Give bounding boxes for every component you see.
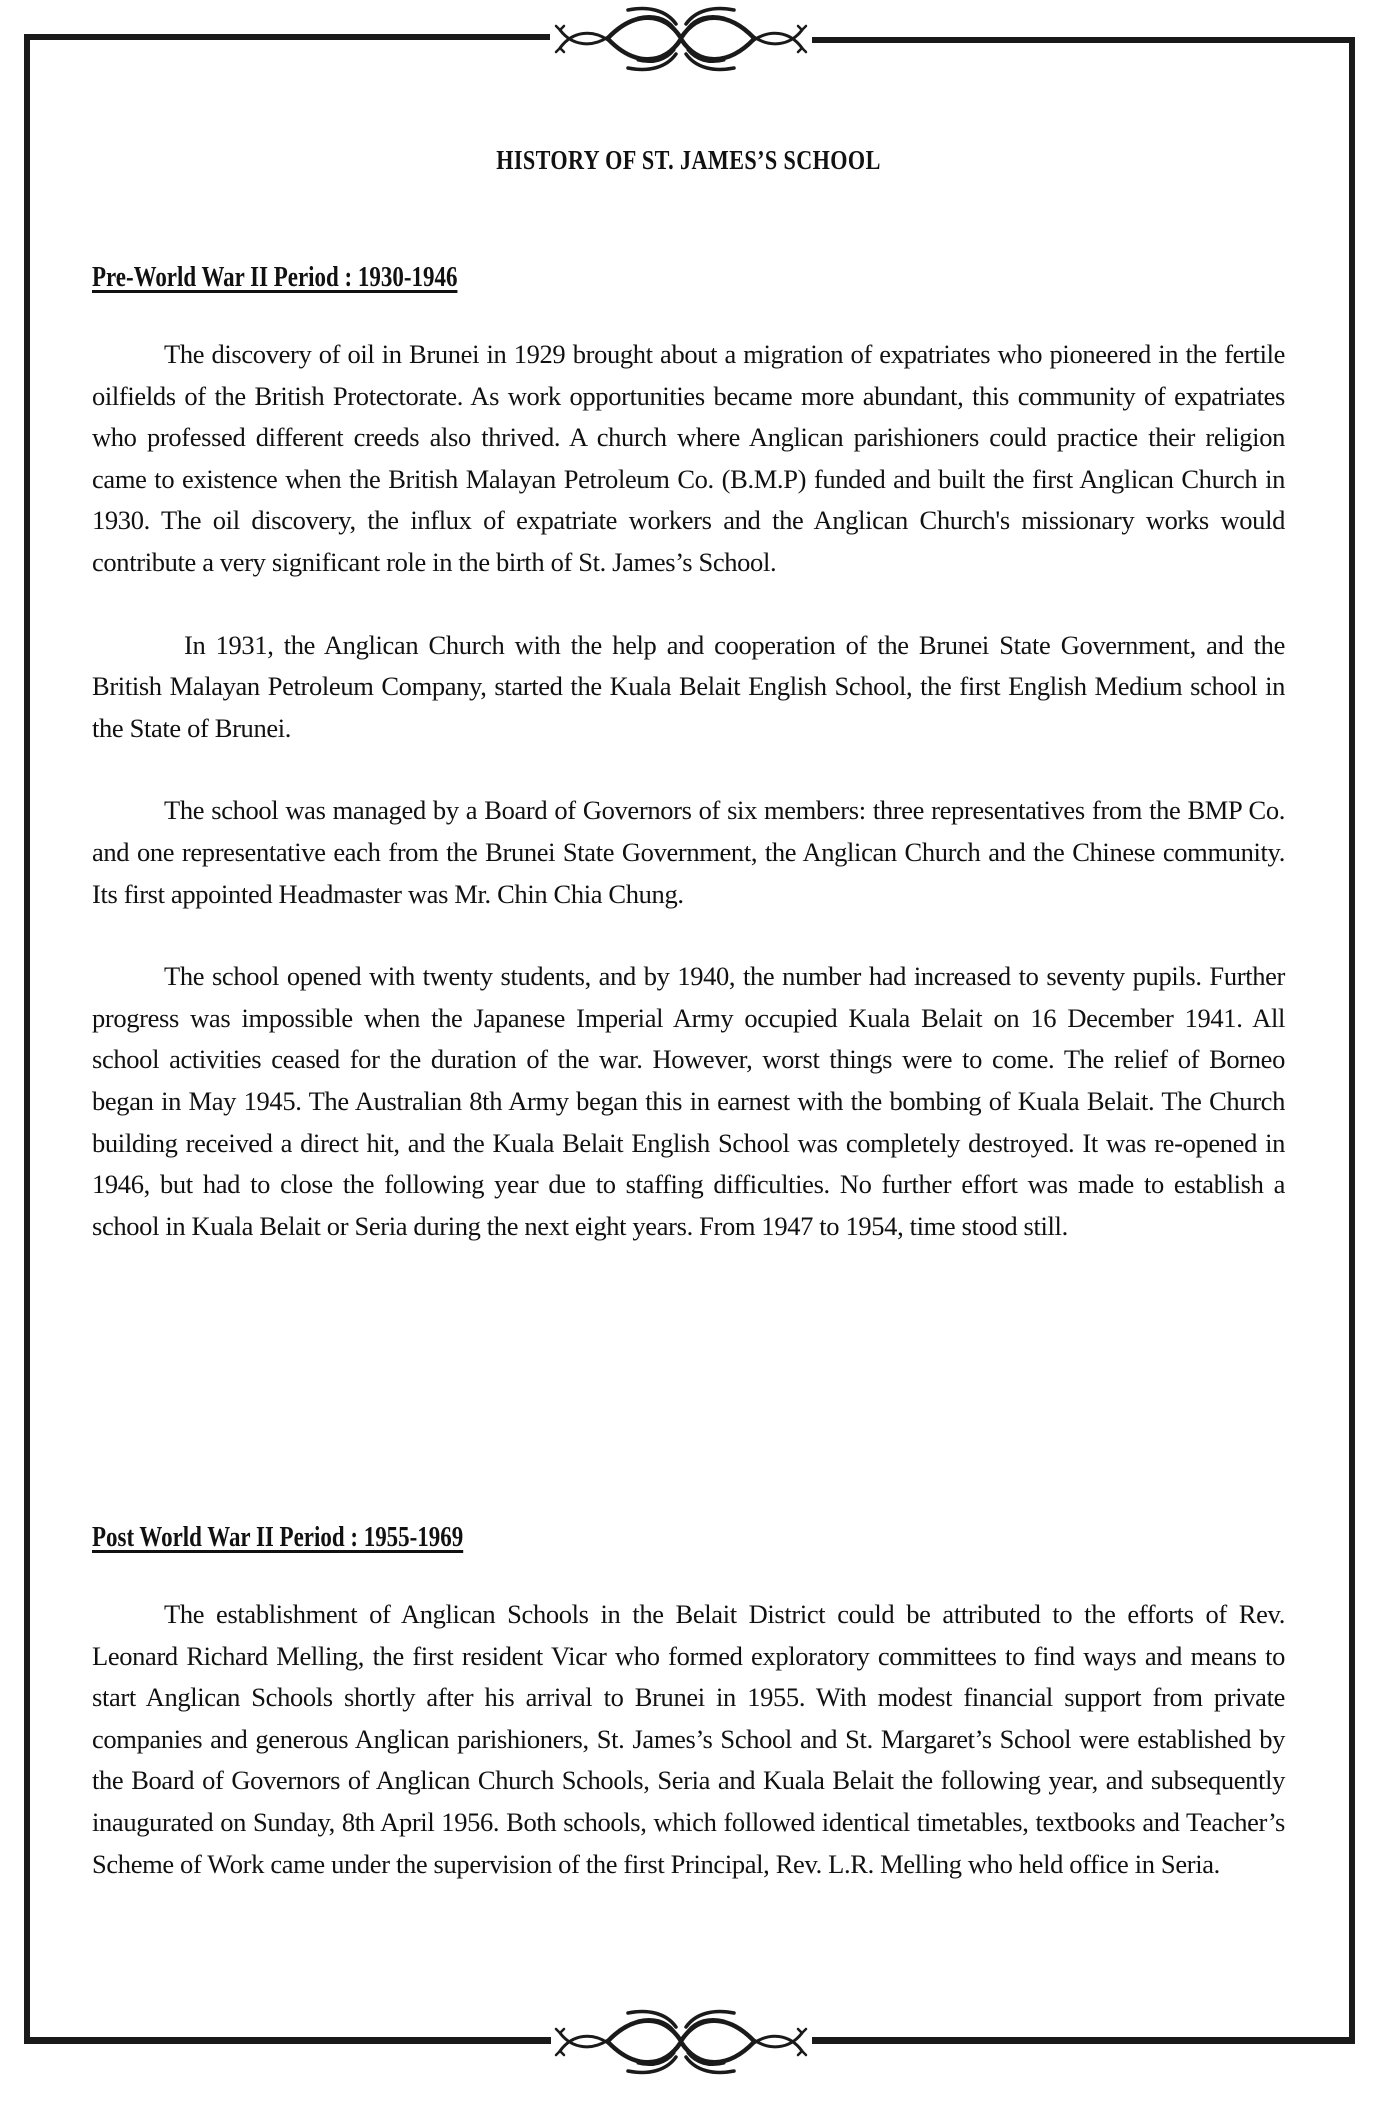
frame-border-bottom-left: [24, 2037, 551, 2044]
document-body: [92, 130, 1285, 1879]
paragraph: The school was managed by a Board of Governors of six members: three representatives from the BMP Co. and one representative each from the Brunei State Government, the Anglican Church and the Chinese community. Its first appointed Headmaster was Mr. Chin Chia Chung.: [92, 795, 1285, 909]
frame-border-top-right: [812, 37, 1355, 43]
section-heading: Post World War II Period : 1955-1969: [92, 1522, 464, 1553]
section-post-war: [92, 1522, 1285, 1885]
section-pre-war: [92, 262, 1285, 1247]
scroll-flourish-ornament-icon: [548, 2005, 814, 2075]
section-heading: Pre-World War II Period : 1930-1946: [92, 262, 458, 293]
scroll-flourish-ornament-icon: [548, 2, 814, 72]
page-title: HISTORY OF ST. JAMES’S SCHOOL: [496, 145, 881, 175]
paragraph: The school opened with twenty students, and by 1940, the number had increased to seventy pupils. Further progress was impossible when the Japanese Imperial Army occupied Kuala Belait on 16 December 1941. All school activities ceased for the duration of the war. However, worst things were to come. The relief of Borneo began in May 1945. The Australian 8th Army began this in earnest with the bombing of Kuala Belait. The Church building received a direct hit, and the Kuala Belait English School was completely destroyed. It was re-opened in 1946, but had to close the following year due to staffing difficulties. No further effort was made to establish a school in Kuala Belait or Seria during the next eight years. From 1947 to 1954, time stood still.: [92, 961, 1285, 1241]
paragraph: The establishment of Anglican Schools in the Belait District could be attributed to the efforts of Rev. Leonard Richard Melling, the first resident Vicar who formed exploratory committees to find ways and means to start Anglican Schools shortly after his arrival to Brunei in 1955. With modest financial support from private companies and generous Anglican parishioners, St. James’s School and St. Margaret’s School were established by the Board of Governors of Anglican Church Schools, Seria and Kuala Belait the following year, and subsequently inaugurated on Sunday, 8th April 1956. Both schools, which followed identical timetables, textbooks and Teacher’s Scheme of Work came under the supervision of the first Principal, Rev. L.R. Melling who held office in Seria.: [92, 1599, 1285, 1879]
frame-border-left: [24, 34, 30, 2044]
frame-border-bottom-right: [812, 2037, 1355, 2044]
paragraph: In 1931, the Anglican Church with the help and cooperation of the Brunei State Government, and the British Malayan Petroleum Company, started the Kuala Belait English School, the first English Medium school in the State of Brunei.: [92, 629, 1285, 743]
frame-border-top-left: [24, 34, 550, 40]
paragraph: The discovery of oil in Brunei in 1929 brought about a migration of expatriates who pioneered in the fertile oilfields of the British Protectorate. As work opportunities became more abundant, this community of expatriates who professed different creeds also thrived. A church where Anglican parishioners could practice their religion came to existence when the British Malayan Petroleum Co. (B.M.P) funded and built the first Anglican Church in 1930. The oil discovery, the influx of expatriate workers and the Anglican Church's missionary works would contribute a very significant role in the birth of St. James’s School.: [92, 339, 1285, 577]
frame-border-right: [1349, 37, 1355, 2044]
